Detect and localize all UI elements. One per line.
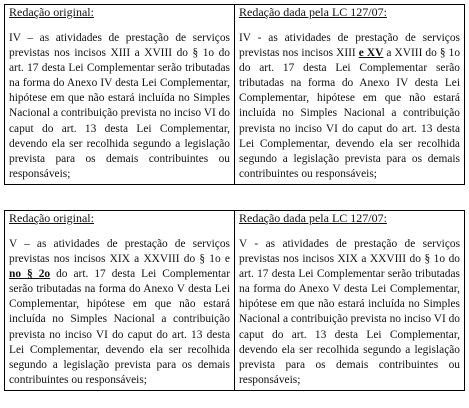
- comparison-row: [5, 211, 465, 391]
- amended-text: [239, 31, 460, 182]
- highlighted-change: no § 2o: [9, 268, 51, 281]
- original-text: [9, 237, 230, 388]
- original-text-after: do art. 17 desta Lei Complementar serão tributadas na forma do Anexo V desta Lei Complementar, hipótese em que não estará incluída no Simples Nacional a contribuição prevista no inciso VI do caput do art. 13 desta Lei Complementar, devendo ela ser recolhida segundo a legislação prevista para os demais contribuintes ou responsáveis;: [9, 268, 230, 386]
- original-header: Redação original:: [9, 5, 94, 19]
- original-text: IV – as atividades de prestação de serviços previstas nos incisos XIII a XVIII do § 1o do art. 17 desta Lei Complementar serão tributadas na forma do Anexo IV desta Lei Complementar, hipótese em que não estará incluída no Simples Nacional a contribuição prevista no inciso VI do caput do art. 13 desta Lei Complementar, devendo ela ser recolhida segundo a legislação prevista para os demais contribuintes ou responsáveis;: [9, 32, 230, 180]
- amended-header: Redação dada pela LC 127/07:: [239, 5, 387, 19]
- amended-text-after: a XVIII do § 1o do art. 17 desta Lei Complementar serão tributadas na forma do Anexo IV desta Lei Complementar, hipótese em que não estará incluída no Simples Nacional a contribuição prevista no inciso VI do caput do art. 13 desta Lei Complementar, devendo ela ser recolhida segundo a legislação prevista para os demais contribuintes ou responsáveis;: [239, 47, 461, 180]
- comparison-row: [5, 5, 465, 185]
- original-text-before: V – as atividades de prestação de serviços previstas nos incisos XIX a XXVIII do § 1o e: [9, 238, 230, 266]
- comparison-table-inciso-v: [4, 210, 465, 391]
- amended-text-cell: [235, 5, 465, 185]
- amended-text-cell: [235, 211, 465, 391]
- amended-text: V - as atividades de prestação de serviços previstas nos incisos XIX a XXVIII do § 1o do art. 17 desta Lei Complementar serão tributadas na forma do Anexo V desta Lei Complementar, hipótese em que não estará incluída no Simples Nacional a contribuição prevista no inciso VI do caput do art. 13 desta Lei Complementar, devendo ela ser recolhida segundo a legislação prevista para os demais contribuintes ou responsáveis;: [239, 238, 460, 386]
- highlighted-change: e XV: [358, 47, 384, 60]
- comparison-table-inciso-iv: [4, 4, 465, 185]
- original-text-cell: [5, 211, 235, 391]
- amended-text-before: IV - as atividades de prestação de serviços previstas nos incisos XIII: [239, 32, 460, 60]
- original-text-cell: [5, 5, 235, 185]
- amended-header: Redação dada pela LC 127/07:: [239, 211, 387, 225]
- original-header: Redação original:: [9, 211, 94, 225]
